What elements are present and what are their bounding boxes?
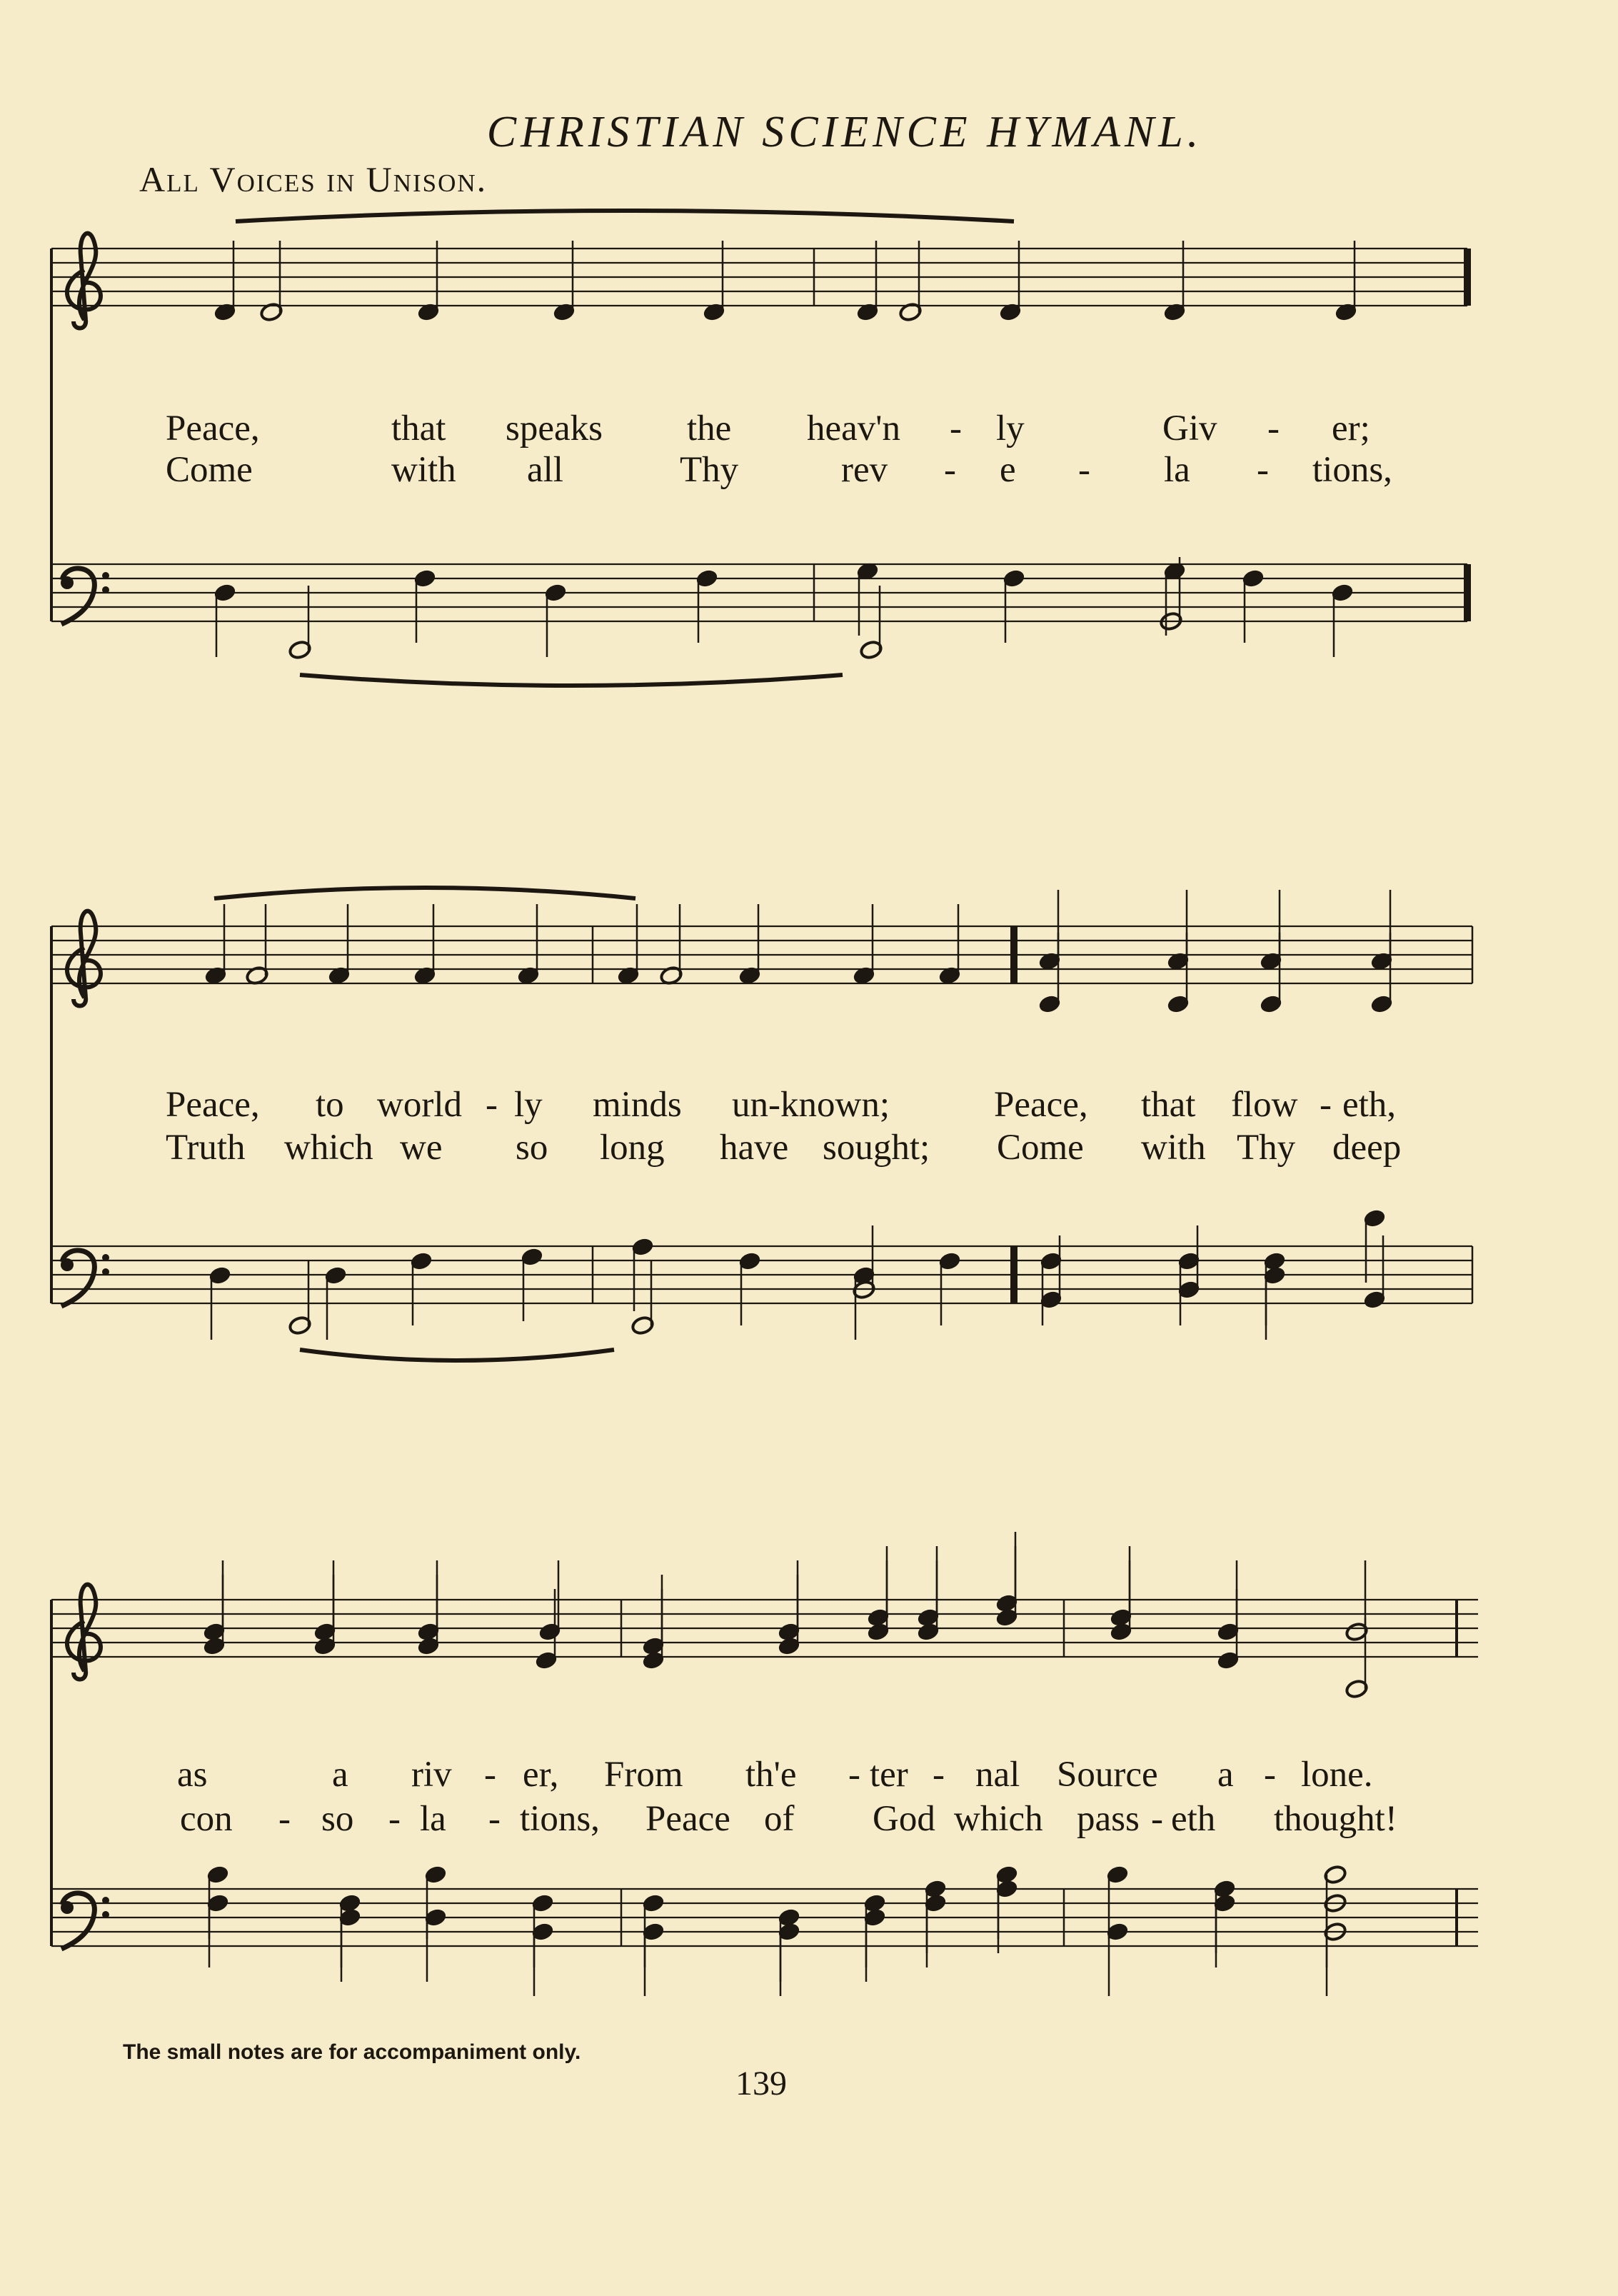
bass-clef-dot <box>102 1254 109 1261</box>
lyric-syllable: - <box>388 1799 401 1839</box>
lyric-syllable: ly <box>514 1085 543 1125</box>
lyric-syllable: eth <box>1171 1799 1216 1839</box>
lyric-syllable: Come <box>997 1128 1084 1168</box>
lyric-syllable: Peace, <box>166 1085 260 1125</box>
lyrics-system-3-verse-1 <box>0 1757 1618 1800</box>
lyric-syllable: heav'n <box>807 408 900 448</box>
lyric-syllable: a <box>332 1755 348 1795</box>
lyric-syllable: er; <box>1332 408 1370 448</box>
lyric-syllable: which <box>284 1128 373 1168</box>
bass-clef-dot <box>102 1897 109 1904</box>
treble-clef-icon <box>67 234 101 329</box>
lyric-syllable: Thy <box>680 450 739 490</box>
lyric-syllable: which <box>954 1799 1043 1839</box>
lyrics-system-2-verse-2 <box>0 1130 1618 1173</box>
lyric-syllable: the <box>687 408 732 448</box>
lyric-syllable: - <box>1257 450 1269 490</box>
lyric-syllable: - <box>1151 1799 1163 1839</box>
lyric-syllable: ly <box>996 408 1025 448</box>
lyric-syllable: - <box>1267 408 1280 448</box>
lyric-syllable: Peace, <box>166 408 260 448</box>
lyric-syllable: we <box>400 1128 443 1168</box>
lyrics-system-2-verse-1 <box>0 1087 1618 1130</box>
lyric-syllable: - <box>944 450 956 490</box>
lyric-syllable: tions, <box>520 1799 600 1839</box>
lyrics-system-3-verse-2 <box>0 1801 1618 1844</box>
lyric-syllable: have <box>720 1128 789 1168</box>
bass-clef-dot <box>102 572 109 579</box>
bass-clef-dot <box>61 1901 74 1914</box>
lyric-syllable: - <box>278 1799 291 1839</box>
lyric-syllable: that <box>1141 1085 1196 1125</box>
lyric-syllable: la <box>420 1799 446 1839</box>
lyric-syllable: - <box>1320 1085 1332 1125</box>
system-1-slur <box>300 675 843 686</box>
lyric-syllable: that <box>391 408 446 448</box>
lyric-syllable: Peace <box>645 1799 730 1839</box>
lyric-syllable: to <box>316 1085 344 1125</box>
lyric-syllable: ter <box>870 1755 908 1795</box>
lyric-syllable: - <box>488 1799 501 1839</box>
system-1-slur <box>236 211 1014 221</box>
lyric-syllable: flow <box>1231 1085 1298 1125</box>
lyric-syllable: Source <box>1057 1755 1158 1795</box>
lyric-syllable: lone. <box>1301 1755 1373 1795</box>
lyric-syllable: - <box>950 408 962 448</box>
lyric-syllable: with <box>391 450 456 490</box>
lyric-syllable: tions, <box>1312 450 1392 490</box>
lyric-syllable: speaks <box>506 408 603 448</box>
lyric-syllable: From <box>604 1755 683 1795</box>
lyric-syllable: all <box>527 450 563 490</box>
performance-instruction: All Voices in Unison. <box>139 159 488 199</box>
lyric-syllable: riv <box>411 1755 452 1795</box>
bass-clef-dot <box>102 586 109 593</box>
treble-clef-icon <box>67 911 101 1006</box>
lyric-syllable: rev <box>841 450 888 490</box>
lyric-syllable: - <box>486 1085 498 1125</box>
lyric-syllable: la <box>1164 450 1190 490</box>
lyric-syllable: un-known; <box>732 1085 890 1125</box>
lyric-syllable: long <box>600 1128 665 1168</box>
lyric-syllable: of <box>764 1799 795 1839</box>
lyric-syllable: con <box>180 1799 233 1839</box>
footnote: The small notes are for accompaniment only. <box>123 2040 581 2064</box>
bass-clef-dot <box>102 1911 109 1918</box>
lyric-syllable: - <box>1078 450 1090 490</box>
lyric-syllable: so <box>321 1799 354 1839</box>
lyric-syllable: eth, <box>1342 1085 1397 1125</box>
lyric-syllable: deep <box>1332 1128 1402 1168</box>
lyric-syllable: sought; <box>823 1128 930 1168</box>
system-2-slur <box>214 888 635 898</box>
lyric-syllable: - <box>848 1755 860 1795</box>
lyric-syllable: a <box>1217 1755 1234 1795</box>
page-number: 139 <box>735 2065 787 2102</box>
lyric-syllable: Come <box>166 450 253 490</box>
lyric-syllable: world <box>377 1085 462 1125</box>
running-title: CHRISTIAN SCIENCE HYMANL. <box>486 108 1203 156</box>
lyric-syllable: - <box>484 1755 496 1795</box>
system-2-slur <box>300 1350 614 1360</box>
lyrics-system-1-verse-2 <box>0 452 1618 495</box>
lyric-syllable: Giv <box>1162 408 1217 448</box>
lyric-syllable: e <box>1000 450 1016 490</box>
lyric-syllable: as <box>177 1755 208 1795</box>
lyric-syllable: so <box>516 1128 548 1168</box>
lyric-syllable: th'e <box>745 1755 797 1795</box>
treble-clef-icon <box>67 1585 101 1680</box>
lyric-syllable: God <box>873 1799 935 1839</box>
lyrics-system-1-verse-1 <box>0 408 1618 453</box>
lyric-syllable: pass <box>1077 1799 1140 1839</box>
bass-clef-dot <box>102 1268 109 1275</box>
bass-clef-dot <box>61 1258 74 1271</box>
lyric-syllable: er, <box>523 1755 559 1795</box>
lyric-syllable: thought! <box>1274 1799 1397 1839</box>
lyric-syllable: Truth <box>166 1128 246 1168</box>
lyric-syllable: nal <box>975 1755 1020 1795</box>
bass-clef-dot <box>61 576 74 589</box>
lyric-syllable: Thy <box>1237 1128 1296 1168</box>
lyric-syllable: minds <box>593 1085 682 1125</box>
lyric-syllable: - <box>1264 1755 1276 1795</box>
lyric-syllable: with <box>1141 1128 1206 1168</box>
lyric-syllable: - <box>933 1755 945 1795</box>
lyric-syllable: Peace, <box>994 1085 1088 1125</box>
